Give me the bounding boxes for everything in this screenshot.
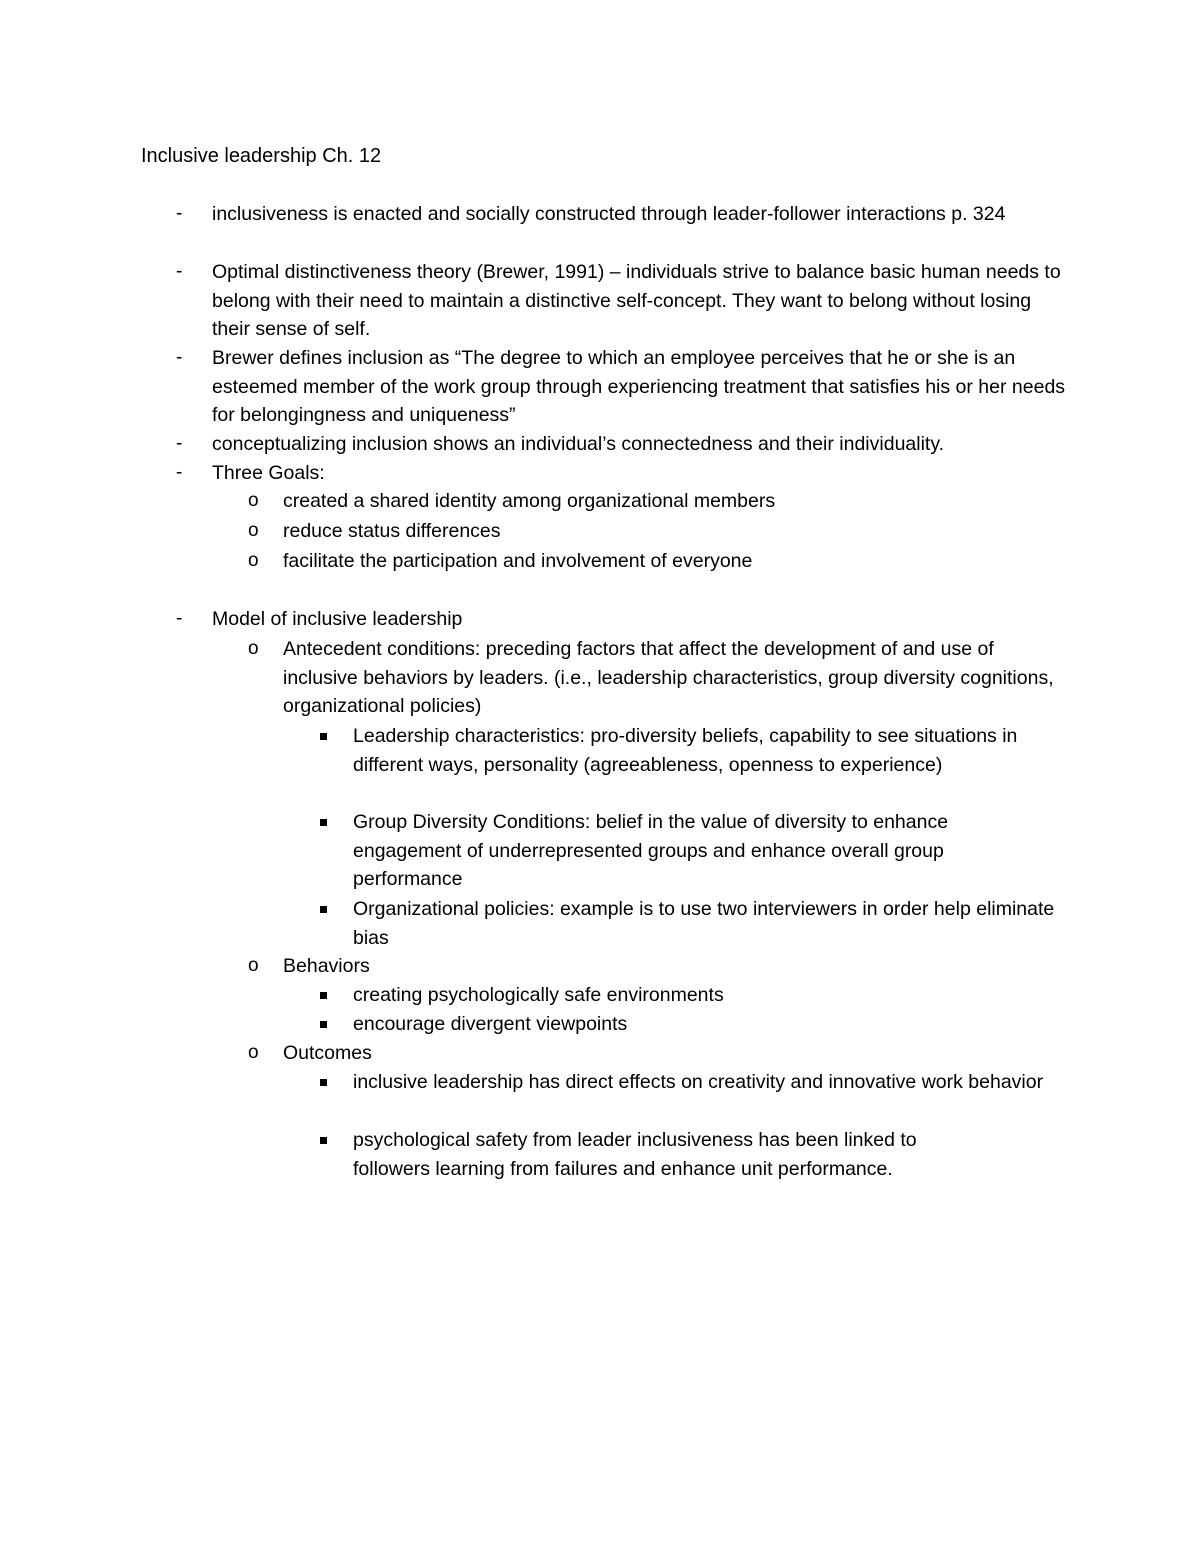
list-item: creating psychologically safe environments: [353, 984, 724, 1006]
square-bullet: [320, 733, 327, 740]
circle-bullet: o: [248, 490, 259, 511]
list-item: inclusiveness is enacted and socially constructed through leader-follower interactions p. 324: [212, 203, 1006, 225]
list-item: Outcomes: [283, 1042, 372, 1064]
dash-bullet: -: [176, 608, 183, 629]
circle-bullet: o: [248, 1042, 259, 1063]
circle-bullet: o: [248, 520, 259, 541]
list-item: psychological safety from leader inclusiveness has been linked to followers learning from failures and enhance unit performance.: [353, 1129, 917, 1180]
list-item: Group Diversity Conditions: belief in the value of diversity to enhance engagement of underrepresented groups and enhance overall group performance: [353, 811, 949, 890]
list-item: Optimal distinctiveness theory (Brewer, 1991) – individuals strive to balance basic human needs to belong with their need to maintain a distinctive self-concept. They want to belong without losing their sense of self.: [212, 261, 1061, 340]
circle-bullet: o: [248, 550, 259, 571]
list-item: reduce status differences: [283, 520, 501, 542]
dash-bullet: -: [176, 261, 183, 282]
list-item: Organizational policies: example is to use two interviewers in order help eliminate bias: [353, 898, 1055, 949]
dash-bullet: -: [176, 347, 183, 368]
list-item: Behaviors: [283, 955, 370, 977]
circle-bullet: o: [248, 955, 259, 976]
list-item: Brewer defines inclusion as “The degree to which an employee perceives that he or she is an esteemed member of the work group through experiencing treatment that satisfies his or her needs for belongingness and uniqueness”: [212, 347, 1066, 426]
circle-bullet: o: [248, 638, 259, 659]
list-item: inclusive leadership has direct effects on creativity and innovative work behavior: [353, 1071, 1044, 1093]
square-bullet: [320, 1137, 327, 1144]
list-item: encourage divergent viewpoints: [353, 1013, 628, 1035]
list-item: Model of inclusive leadership: [212, 608, 463, 630]
square-bullet: [320, 1021, 327, 1028]
list-item: Leadership characteristics: pro-diversity beliefs, capability to see situations in different ways, personality (agreeableness, openness to experience): [353, 725, 1018, 776]
list-item: conceptualizing inclusion shows an individual’s connectedness and their individuality.: [212, 433, 945, 455]
list-item: Antecedent conditions: preceding factors that affect the development of and use of inclusive behaviors by leaders. (i.e., leadership characteristics, group diversity cognitions, organizational policies): [283, 638, 1054, 717]
dash-bullet: -: [176, 433, 183, 454]
dash-bullet: -: [176, 462, 183, 483]
square-bullet: [320, 819, 327, 826]
square-bullet: [320, 992, 327, 999]
list-item: created a shared identity among organizational members: [283, 490, 776, 512]
square-bullet: [320, 1079, 327, 1086]
square-bullet: [320, 906, 327, 913]
dash-bullet: -: [176, 203, 183, 224]
list-item: Three Goals:: [212, 462, 325, 484]
list-item: facilitate the participation and involvement of everyone: [283, 550, 753, 572]
document-title: Inclusive leadership Ch. 12: [141, 145, 382, 167]
